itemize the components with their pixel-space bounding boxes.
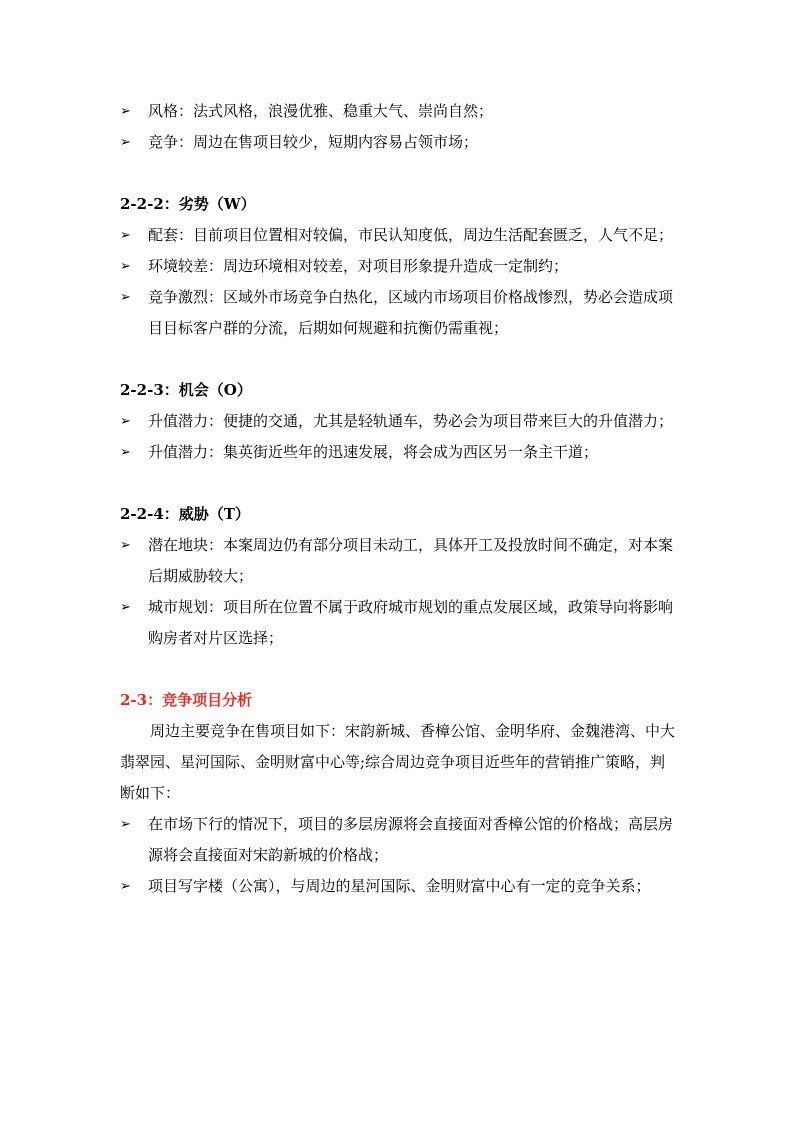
list-item-text: 竞争激烈：区域外市场竞争白热化，区域内市场项目价格战惨烈，势必会造成项目目标客户群的分流，后期如何规避和抗衡仍需重视； bbox=[148, 288, 674, 337]
list-item-text: 环境较差：周边环境相对较差，对项目形象提升造成一定制约； bbox=[148, 257, 569, 275]
arrow-bullet-icon: ➢ bbox=[120, 290, 131, 305]
arrow-bullet-icon: ➢ bbox=[120, 135, 131, 150]
arrow-bullet-icon: ➢ bbox=[120, 879, 131, 894]
list-item-text: 升值潜力：便捷的交通，尤其是轻轨通车，势必会为项目带来巨大的升值潜力； bbox=[148, 412, 674, 430]
spacer bbox=[120, 468, 680, 499]
list-item bbox=[120, 282, 680, 344]
arrow-bullet-icon: ➢ bbox=[120, 600, 131, 615]
list-item bbox=[120, 437, 680, 468]
arrow-bullet-icon: ➢ bbox=[120, 445, 131, 460]
spacer bbox=[120, 158, 680, 189]
arrow-bullet-icon: ➢ bbox=[120, 228, 131, 243]
list-item-text: 配套：目前项目位置相对较偏，市民认知度低，周边生活配套匮乏，人气不足； bbox=[148, 226, 674, 244]
list-item bbox=[120, 127, 680, 158]
arrow-bullet-icon: ➢ bbox=[120, 817, 131, 832]
list-item-text: 竞争：周边在售项目较少，短期内容易占领市场； bbox=[148, 133, 479, 151]
list-item bbox=[120, 220, 680, 251]
spacer bbox=[120, 344, 680, 375]
section-heading-weakness: 2-2-2：劣势（W） bbox=[120, 195, 256, 213]
document-content bbox=[120, 96, 680, 902]
list-item bbox=[120, 96, 680, 127]
list-item bbox=[120, 592, 680, 654]
list-item bbox=[120, 530, 680, 592]
list-item-text: 风格：法式风格，浪漫优雅、稳重大气、崇尚自然； bbox=[148, 102, 494, 120]
section-heading-competition: 2-3：竞争项目分析 bbox=[120, 691, 253, 709]
list-item-text: 城市规划：项目所在位置不属于政府城市规划的重点发展区域，政策导向将影响购房者对片区选择； bbox=[148, 598, 674, 647]
spacer bbox=[120, 654, 680, 685]
list-item-text: 升值潜力：集英街近些年的迅速发展，将会成为西区另一条主干道； bbox=[148, 443, 599, 461]
arrow-bullet-icon: ➢ bbox=[120, 538, 131, 553]
competition-intro: 周边主要竞争在售项目如下：宋韵新城、香樟公馆、金明华府、金魏港湾、中大翡翠园、星河国际、金明财富中心等;综合周边竞争项目近些年的营销推广策略，判断如下： bbox=[120, 722, 676, 802]
section-heading-threat: 2-2-4：威胁（T） bbox=[120, 505, 250, 523]
section-heading-opportunity: 2-2-3：机会（O） bbox=[120, 381, 252, 399]
list-item bbox=[120, 871, 680, 902]
arrow-bullet-icon: ➢ bbox=[120, 414, 131, 429]
list-item bbox=[120, 809, 680, 871]
list-item-text: 潜在地块：本案周边仍有部分项目未动工，具体开工及投放时间不确定，对本案后期威胁较大； bbox=[148, 536, 674, 585]
arrow-bullet-icon: ➢ bbox=[120, 104, 131, 119]
list-item-text: 项目写字楼（公寓），与周边的星河国际、金明财富中心有一定的竞争关系； bbox=[148, 877, 651, 895]
list-item bbox=[120, 251, 680, 282]
list-item bbox=[120, 406, 680, 437]
list-item-text: 在市场下行的情况下，项目的多层房源将会直接面对香樟公馆的价格战；高层房源将会直接面对宋韵新城的价格战； bbox=[148, 815, 674, 864]
arrow-bullet-icon: ➢ bbox=[120, 259, 131, 274]
